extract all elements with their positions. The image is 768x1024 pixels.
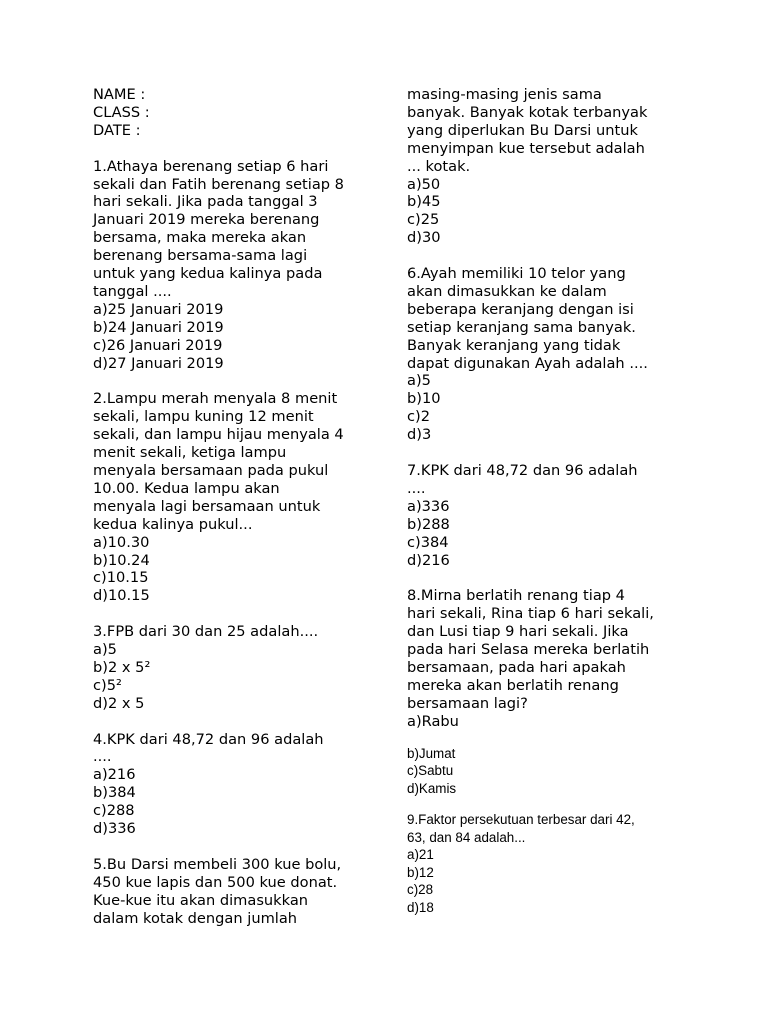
- text-line: c)28: [407, 882, 434, 898]
- text-line: Banyak keranjang yang tidak: [407, 336, 621, 354]
- text-line: sekali dan Fatih berenang setiap 8: [93, 175, 344, 193]
- text-block: [93, 731, 378, 838]
- text-line: 2.Lampu merah menyala 8 menit: [93, 390, 338, 408]
- text-line: menyala lagi bersamaan untuk: [93, 497, 321, 515]
- text-line: hari sekali, Rina tiap 6 hari sekali,: [407, 605, 654, 623]
- text-line: yang diperlukan Bu Darsi untuk: [407, 121, 638, 139]
- text-line: d)336: [93, 820, 136, 838]
- text-line: pada hari Selasa mereka berlatih: [407, 641, 650, 659]
- text-line: tanggal ....: [93, 282, 172, 300]
- text-line: menit sekali, ketiga lampu: [93, 444, 287, 462]
- text-line: b)288: [407, 515, 450, 533]
- text-line: dapat digunakan Ayah adalah ....: [407, 354, 648, 372]
- text-block: [407, 86, 697, 247]
- text-line: a)336: [407, 497, 450, 515]
- text-line: NAME :: [93, 86, 146, 103]
- text-line: 450 kue lapis dan 500 kue donat.: [93, 873, 338, 891]
- text-block: [407, 745, 697, 798]
- text-line: b)384: [93, 784, 136, 802]
- text-line: hari sekali. Jika pada tanggal 3: [93, 193, 318, 211]
- text-line: b)45: [407, 193, 441, 211]
- text-line: 4.KPK dari 48,72 dan 96 adalah: [93, 730, 324, 748]
- text-line: c)26 Januari 2019: [93, 336, 223, 354]
- text-line: berenang bersama-sama lagi: [93, 247, 308, 265]
- text-line: d)3: [407, 426, 432, 444]
- text-line: Januari 2019 mereka berenang: [93, 211, 320, 229]
- text-line: untuk yang kedua kalinya pada: [93, 265, 323, 283]
- text-block: [93, 158, 378, 373]
- text-line: 5.Bu Darsi membeli 300 kue bolu,: [93, 855, 342, 873]
- text-line: d)10.15: [93, 587, 150, 605]
- text-line: d)18: [407, 899, 434, 915]
- text-line: d)2 x 5: [93, 694, 145, 712]
- text-line: b)10: [407, 390, 441, 408]
- text-line: dan Lusi tiap 9 hari sekali. Jika: [407, 623, 629, 641]
- text-line: sekali, dan lampu hijau menyala 4: [93, 426, 344, 444]
- text-line: bersama, maka mereka akan: [93, 229, 307, 247]
- text-line: b)12: [407, 864, 434, 880]
- text-line: c)288: [93, 802, 135, 820]
- text-line: c)Sabtu: [407, 763, 454, 779]
- text-line: c)25: [407, 211, 440, 229]
- text-line: masing-masing jenis sama: [407, 86, 602, 103]
- text-line: c)10.15: [93, 569, 149, 587]
- text-line: b)10.24: [93, 551, 150, 569]
- text-block: [407, 587, 697, 730]
- text-line: c)384: [407, 533, 449, 551]
- text-line: bersamaan, pada hari apakah: [407, 658, 626, 676]
- text-line: a)216: [93, 766, 136, 784]
- text-line: ....: [93, 748, 112, 766]
- text-line: CLASS :: [93, 103, 150, 121]
- text-line: sekali, lampu kuning 12 menit: [93, 408, 314, 426]
- text-line: 63, dan 84 adalah...: [407, 829, 526, 845]
- text-line: a)25 Januari 2019: [93, 300, 224, 318]
- text-block: [93, 86, 378, 140]
- text-line: kedua kalinya pukul...: [93, 515, 253, 533]
- text-line: banyak. Banyak kotak terbanyak: [407, 103, 648, 121]
- text-line: 9.Faktor persekutuan terbesar dari 42,: [407, 812, 635, 828]
- text-line: 3.FPB dari 30 dan 25 adalah....: [93, 623, 319, 641]
- text-line: mereka akan berlatih renang: [407, 676, 619, 694]
- text-line: 6.Ayah memiliki 10 telor yang: [407, 265, 626, 283]
- text-line: ... kotak.: [407, 157, 471, 175]
- text-line: a)21: [407, 847, 434, 863]
- text-line: a)Rabu: [407, 712, 459, 730]
- text-line: dalam kotak dengan jumlah: [93, 909, 298, 927]
- text-line: 7.KPK dari 48,72 dan 96 adalah: [407, 462, 638, 479]
- text-line: DATE :: [93, 121, 141, 139]
- text-line: menyimpan kue tersebut adalah: [407, 139, 645, 157]
- text-line: 8.Mirna berlatih renang tiap 4: [407, 587, 625, 605]
- text-block: [407, 462, 697, 569]
- right-column: [407, 86, 697, 916]
- text-line: akan dimasukkan ke dalam: [407, 282, 607, 300]
- text-line: ....: [407, 479, 426, 497]
- left-column: [93, 86, 378, 928]
- text-line: menyala bersamaan pada pukul: [93, 462, 329, 479]
- text-line: d)216: [407, 551, 450, 569]
- text-line: 1.Athaya berenang setiap 6 hari: [93, 157, 329, 175]
- text-line: b)2 x 5²: [93, 658, 151, 676]
- text-line: bersamaan lagi?: [407, 694, 528, 712]
- text-line: setiap keranjang sama banyak.: [407, 318, 636, 336]
- text-line: d)30: [407, 229, 441, 247]
- text-line: a)10.30: [93, 533, 150, 551]
- text-line: b)Jumat: [407, 745, 456, 761]
- text-block: [93, 856, 378, 928]
- text-block: [407, 811, 697, 916]
- text-line: a)5: [407, 372, 431, 390]
- text-line: d)27 Januari 2019: [93, 354, 224, 372]
- text-line: b)24 Januari 2019: [93, 318, 224, 336]
- text-line: c)5²: [93, 676, 122, 694]
- text-line: beberapa keranjang dengan isi: [407, 300, 634, 318]
- text-line: a)5: [93, 641, 117, 659]
- text-line: 10.00. Kedua lampu akan: [93, 479, 280, 497]
- text-block: [407, 265, 697, 444]
- text-line: Kue-kue itu akan dimasukkan: [93, 891, 309, 909]
- text-line: a)50: [407, 175, 441, 193]
- text-block: [93, 390, 378, 605]
- text-line: c)2: [407, 408, 431, 426]
- text-line: d)Kamis: [407, 780, 457, 796]
- text-block: [93, 623, 378, 713]
